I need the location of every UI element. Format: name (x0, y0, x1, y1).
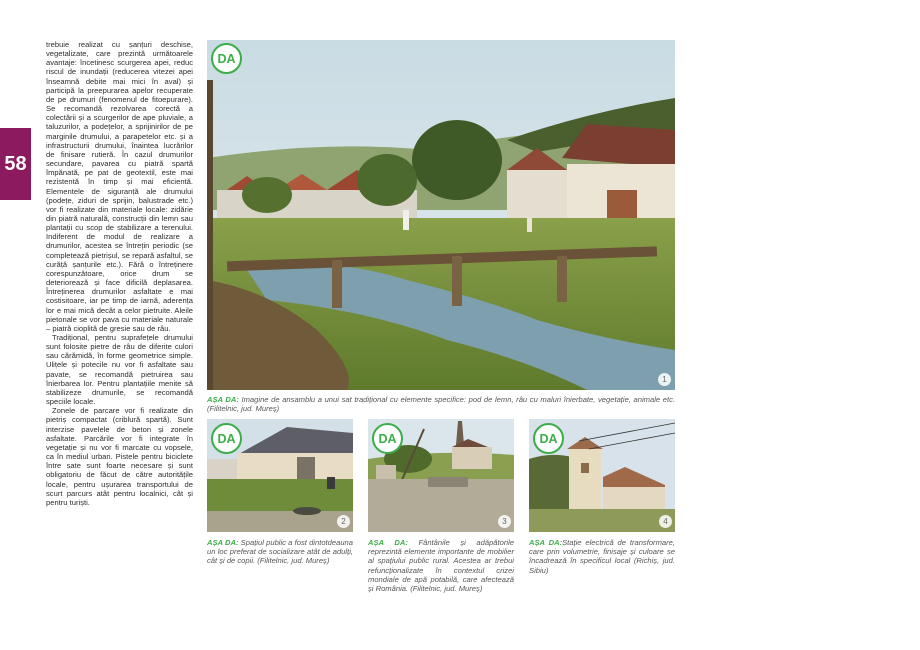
body-paragraph-3: Zonele de parcare vor fi realizate din pietriș compactat (criblură spartă). Sunt interzise pavelele de beton și zonele asfaltate. Parcările vor fi integrate în vegetație și nu vor fi marcate cu vopsele, ca în mediul urban. Pistele pentru biciclete între sate sunt foarte necesare și sunt obligatoriu de făcut de către autoritățile locale, pentru ușurarea transportului de scurt parcurs atât pentru localnici, cât și pentru turiști. (46, 406, 193, 507)
body-paragraph-2: Tradițional, pentru suprafețele drumului sunt folosite pietre de râu de diferite culori sau cărămidă, în forme geometrice simple. Ulițele și potecile nu vor fi asfaltate sau pavate, se recomandă pietruirea sau înierbarea lor. Pentru plantațiile menite să stabilizeze drumurile, se recomandă speciile locale. (46, 333, 193, 407)
caption-3 (368, 538, 514, 593)
photo-village-overview (207, 40, 675, 390)
caption-2-tag: AȘA DA: (207, 538, 239, 547)
caption-2-text: Spațiul public a fost dintotdeauna un loc preferat de socializare atât de adulți, cât și de copii. (Filitelnic, jud. Mureș) (207, 538, 353, 566)
da-badge-2: DA (211, 423, 242, 454)
caption-2 (207, 538, 353, 566)
caption-4 (529, 538, 675, 575)
caption-1-text: Imagine de ansamblu a unui sat tradițional cu elemente specifice: pod de lemn, râu cu maluri înierbate, vegetație, animale etc. (Filitelnic, jud. Mureș) (207, 395, 675, 414)
caption-3-tag: AȘA DA: (368, 538, 408, 547)
body-text (46, 40, 193, 507)
caption-1-tag: AȘA DA: (207, 395, 239, 404)
caption-3-text: Fântânile și adăpătorile reprezintă elemente importante de mobilier al spațiului public rural. Acestea ar trebui refuncționalizate în contextul crizei mondiale de apă potabilă, care afectează și România. (Filitelnic, jud. Mureș) (368, 538, 514, 594)
caption-1 (207, 395, 675, 413)
photo-well (368, 419, 514, 532)
da-badge-1: DA (211, 43, 242, 74)
photo-transformer-station (529, 419, 675, 532)
figure-number-3: 3 (498, 515, 511, 528)
photo-public-space (207, 419, 353, 532)
caption-4-tag: AȘA DA: (529, 538, 563, 547)
da-badge-3: DA (372, 423, 403, 454)
figure-number-4: 4 (659, 515, 672, 528)
da-badge-4: DA (533, 423, 564, 454)
figure-number-1: 1 (658, 373, 671, 386)
figure-number-2: 2 (337, 515, 350, 528)
body-paragraph-1: trebuie realizat cu șanțuri deschise, vegetalizate, care prezintă următoarele avantaje: încetinesc scurgerea apei, reduc riscul de inundații (reducerea vitezei apei înseamnă debite mai mici în aval) și participă la preepurarea apelor recuperate de pe drumuri (fenomenul de fitoepurare). Se recomandă rezolvarea corectă a colectării și a scurgerilor de ape pluviale, a taluzurilor, a podețelor, a sprijinirilor de pe marginile drumului, a parapetelor etc. și a infrastructurii drumului, înaintea lucrărilor de finisare rutieră. În cazul drumurilor secundare, pavarea cu piatră spartă împănată, pe pat de geotextil, este mai rezistentă în timp și mai eficientă. Elementele de siguranță ale drumului (podețe, ziduri de sprijin, balustrade etc.) vor fi realizate din materiale locale: zidărie din piatră naturală, construcții din lemn sau plantații cu scop de stabilizare a terenului. Indiferent de modul de realizare a drumurilor, acestea se întrețin periodic (se completează pietrișul, se repară asfaltul, se curăță șanțurile etc.). Fără o întreținere corespunzătoare, orice drum se deteriorează și face dificilă deplasarea. Întreținerea drumurilor asfaltate e mai costisitoare, iar pe timp de iarnă, aderența lor e mai mică decât a celor pietruite. Aleile pietonale se vor pava cu materiale naturale – piatră cioplită de gresie sau de râu. (46, 40, 193, 333)
page-number-badge: 58 (0, 128, 31, 200)
caption-4-text: Stație electrică de transformare, care prin volumetrie, finisaje și culoare se încadrează în specificul local (Richiș, jud. Sibiu) (529, 538, 675, 575)
